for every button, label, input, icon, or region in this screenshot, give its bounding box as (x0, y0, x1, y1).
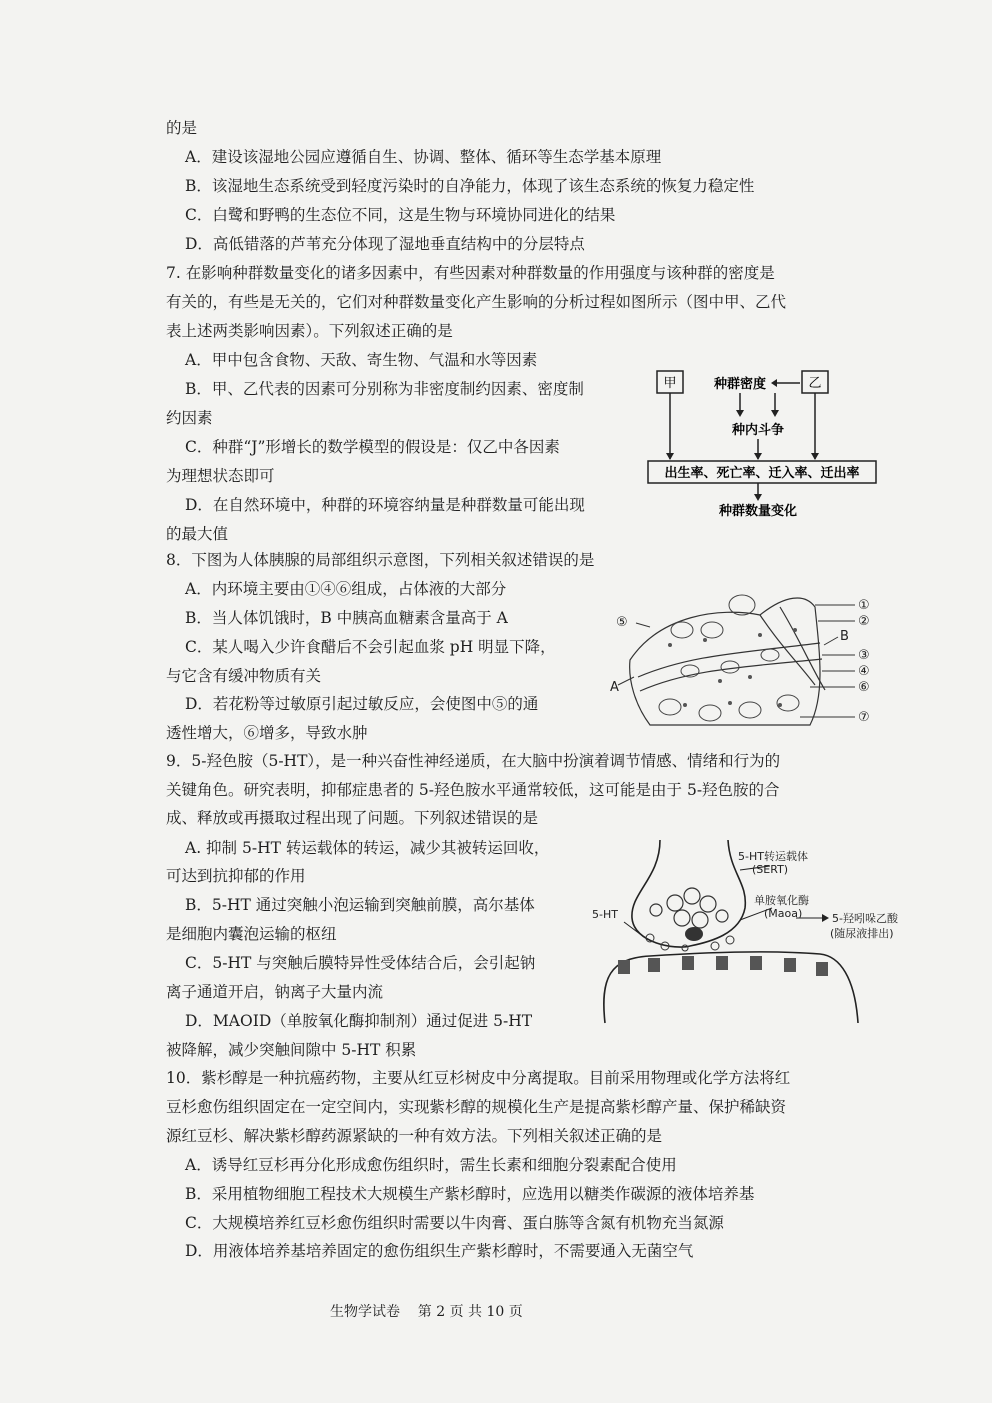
q7-option-d-line1: D．在自然环境中，种群的环境容纳量是种群数量可能出现 (185, 496, 585, 514)
q7-option-c-line1: C．种群“J”形增长的数学模型的假设是：仅乙中各因素 (185, 438, 560, 456)
factor-yi-label: 乙 (808, 376, 822, 391)
pancreas-tissue-diagram (610, 585, 890, 735)
label-2: ② (858, 614, 870, 629)
q9-stem-line2: 关键角色。研究表明，抑郁症患者的 5-羟色胺水平通常较低，这可能是由于 5-羟色胺的合 (166, 781, 780, 799)
synapse-diagram (590, 838, 920, 1028)
q9-stem-line1: 9．5-羟色胺（5-HT），是一种兴奋性神经递质，在大脑中扮演着调节情感、情绪和行为的 (166, 752, 781, 770)
q8-stem: 8．下图为人体胰腺的局部组织示意图，下列相关叙述错误的是 (166, 551, 595, 569)
label-5: ⑤ (616, 615, 628, 630)
q9-option-d-line1: D．MAOID（单胺氧化酶抑制剂）通过促进 5-HT (185, 1012, 533, 1030)
q6-stem-tail: 的是 (166, 119, 198, 137)
maoa-label: 单胺氧化酶 (754, 894, 809, 907)
q9-option-a-line2: 可达到抗抑郁的作用 (166, 867, 306, 885)
population-change-label: 种群数量变化 (718, 504, 798, 519)
label-6: ⑥ (858, 680, 870, 695)
q7-stem-line1: 7. 在影响种群数量变化的诸多因素中，有些因素对种群数量的作用强度与该种群的密度是 (166, 264, 775, 282)
q9-option-b-line1: B．5-HT 通过突触小泡运输到突触前膜，高尔基体 (185, 896, 535, 914)
q7-stem-line2: 有关的，有些是无关的，它们对种群数量变化产生影响的分析过程如图所示（图中甲、乙代 (166, 293, 787, 311)
q8-option-d-line2: 透性增大，⑥增多，导致水肿 (166, 724, 368, 742)
page-footer: 生物学试卷 第 2 页 共 10 页 (330, 1304, 523, 1320)
label-4: ④ (858, 664, 870, 679)
intraspecific-competition-label: 种内斗争 (731, 423, 785, 438)
q7-option-a: A．甲中包含食物、天敌、寄生物、气温和水等因素 (185, 351, 538, 369)
q6-option-c: C．白鹭和野鸭的生态位不同，这是生物与环境协同进化的结果 (185, 206, 616, 224)
q7-option-b-line2: 约因素 (166, 409, 213, 427)
5ht-label: 5-HT (592, 908, 618, 921)
q10-option-d: D．用液体培养基培养固定的愈伤组织生产紫杉醇时，不需要通入无菌空气 (185, 1242, 694, 1260)
q10-stem-line2: 豆杉愈伤组织固定在一定空间内，实现紫杉醇的规模化生产是提高紫杉醇产量、保护稀缺资 (166, 1098, 787, 1116)
q9-option-c-line1: C．5-HT 与突触后膜特异性受体结合后，会引起钠 (185, 954, 536, 972)
q6-option-a: A．建设该湿地公园应遵循自生、协调、整体、循环等生态学基本原理 (185, 148, 662, 166)
q10-stem-line3: 源红豆杉、解决紫杉醇药源紧缺的一种有效方法。下列相关叙述正确的是 (166, 1127, 663, 1145)
metabolite-note: (随尿液排出) (830, 927, 894, 940)
q6-option-d: D．高低错落的芦苇充分体现了湿地垂直结构中的分层特点 (185, 235, 585, 253)
population-factor-diagram (640, 365, 890, 527)
q10-option-a: A．诱导红豆杉再分化形成愈伤组织时，需生长素和细胞分裂素配合使用 (185, 1156, 677, 1174)
q10-option-c: C．大规模培养红豆杉愈伤组织时需要以牛肉膏、蛋白胨等含氮有机物充当氮源 (185, 1214, 724, 1232)
q8-option-b: B．当人体饥饿时，B 中胰高血糖素含量高于 A (185, 609, 508, 627)
q9-option-d-line2: 被降解，减少突触间隙中 5-HT 积累 (166, 1041, 417, 1059)
q10-stem-line1: 10．紫杉醇是一种抗癌药物，主要从红豆杉树皮中分离提取。目前采用物理或化学方法将红 (166, 1069, 791, 1087)
sert-abbr: (SERT) (752, 863, 789, 876)
label-b: B (840, 629, 849, 644)
q7-option-b-line1: B．甲、乙代表的因素可分别称为非密度制约因素、密度制 (185, 380, 584, 398)
q8-option-d-line1: D．若花粉等过敏原引起过敏反应，会使图中⑤的通 (185, 695, 539, 713)
label-a: A (610, 680, 619, 695)
q8-option-c-line2: 与它含有缓冲物质有关 (166, 667, 322, 685)
q7-option-c-line2: 为理想状态即可 (166, 467, 275, 485)
label-7: ⑦ (858, 710, 870, 725)
q8-option-a: A．内环境主要由①④⑥组成，占体液的大部分 (185, 580, 507, 598)
q9-option-a-line1: A. 抑制 5-HT 转运载体的转运，减少其被转运回收， (185, 839, 550, 857)
q10-option-b: B．采用植物细胞工程技术大规模生产紫杉醇时，应选用以糖类作碳源的液体培养基 (185, 1185, 755, 1203)
q9-stem-line3: 成、释放或再摄取过程出现了问题。下列叙述错误的是 (166, 809, 539, 827)
maoa-abbr: (Maoa) (764, 907, 803, 920)
q6-option-b: B．该湿地生态系统受到轻度污染时的自净能力，体现了该生态系统的恢复力稳定性 (185, 177, 755, 195)
population-density-label: 种群密度 (713, 377, 767, 392)
label-1: ① (858, 598, 870, 613)
q7-option-d-line2: 的最大值 (166, 525, 229, 543)
rates-box-label: 出生率、死亡率、迁入率、迁出率 (664, 466, 860, 481)
metabolite-label: 5-羟吲哚乙酸 (832, 912, 898, 925)
q9-option-c-line2: 离子通道开启，钠离子大量内流 (166, 983, 384, 1001)
q9-option-b-line2: 是细胞内囊泡运输的枢纽 (166, 925, 337, 943)
sert-label: 5-HT转运载体 (738, 850, 808, 863)
q7-stem-line3: 表上述两类影响因素）。下列叙述正确的是 (166, 322, 453, 340)
q8-option-c-line1: C．某人喝入少许食醋后不会引起血浆 pH 明显下降， (185, 638, 556, 656)
label-3: ③ (858, 648, 870, 663)
factor-jia-label: 甲 (663, 376, 677, 391)
